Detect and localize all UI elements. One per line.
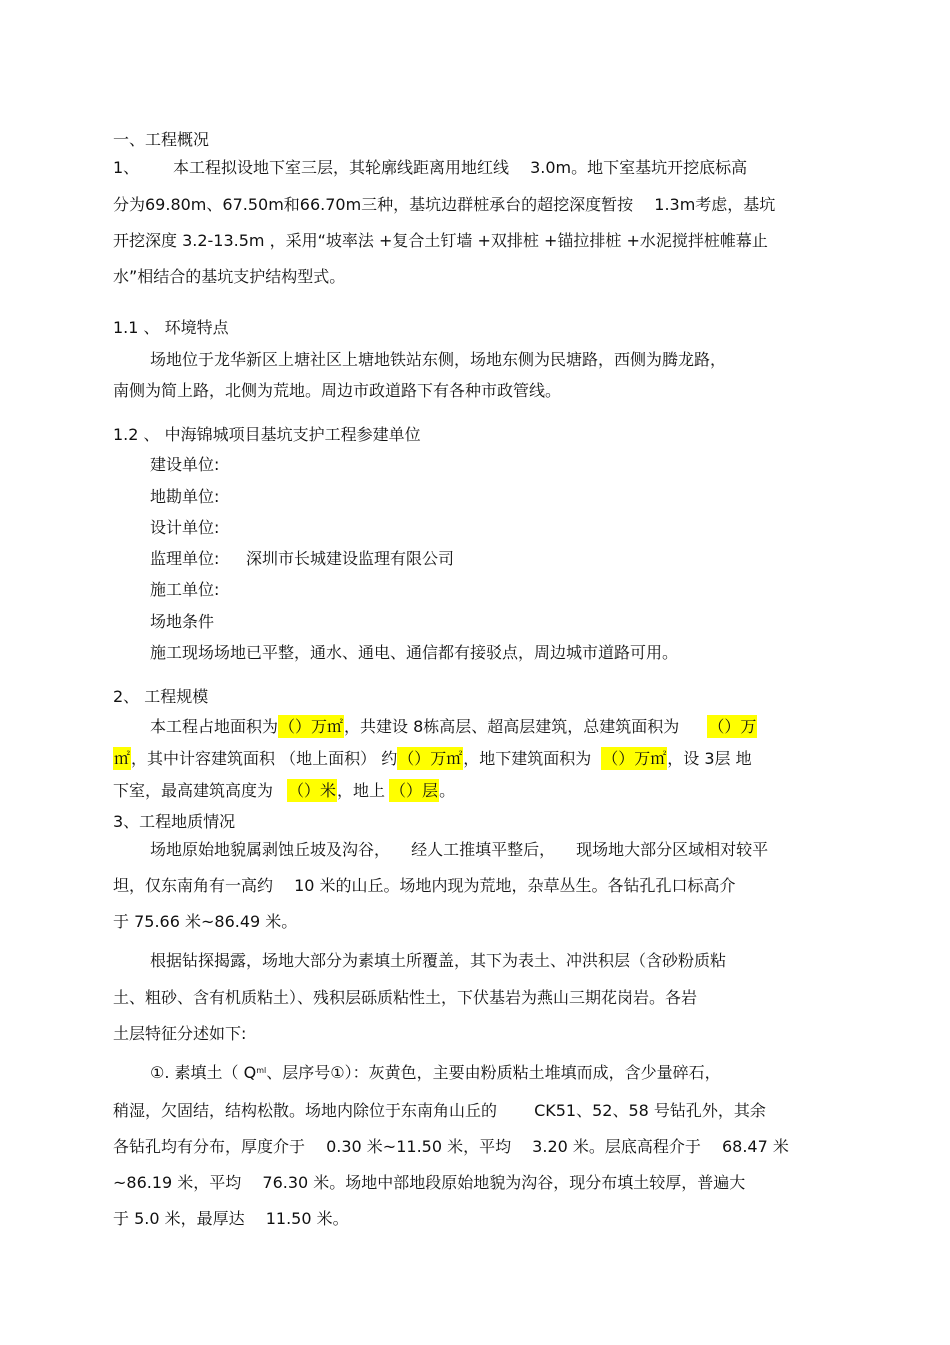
highlight-underground-area: （）万㎡ bbox=[602, 749, 667, 768]
scale-text: 下室，最高建筑高度为 bbox=[113, 781, 274, 800]
geology-p2-line1: 根据钻探揭露，场地大部分为素填土所覆盖，其下为表土、冲洪积层（含砂粉质粘 bbox=[150, 951, 727, 970]
supervisor-label: 监理单位: bbox=[150, 549, 220, 568]
scale-text: ，共建设 8栋高层、超高层建筑，总建筑面积为 bbox=[344, 717, 680, 736]
geology-p1-line3: 于 75.66 米~86.49 米。 bbox=[113, 912, 298, 931]
geology-p1-line1: 场地原始地貌属剥蚀丘坡及沟谷， 经人工推填平整后， 现场地大部分区域相对较平 bbox=[150, 840, 769, 859]
geology-p1-line2: 坦，仅东南角有一高约 10 米的山丘。场地内现为荒地，杂草丛生。各钻孔孔口标高介 bbox=[113, 876, 736, 895]
geology-p3-line3: 各钻孔均有分布，厚度介于 0.30 米~11.50 米，平均 3.20 米。层底高程介于 68.47 米 bbox=[113, 1137, 789, 1156]
para1-line3: 开挖深度 3.2-13.5m ，采用“坡率法 +复合土钉墙 +双排桩 +锚拉排桩 +水泥搅拌桩帷幕止 bbox=[113, 231, 768, 250]
builder-label: 施工单位: bbox=[150, 580, 220, 599]
section-heading-scale: 2、 工程规模 bbox=[113, 687, 209, 706]
para1-line1: 本工程拟设地下室三层，其轮廓线距离用地红线 3.0m。地下室基坑开挖底标高 bbox=[173, 158, 748, 177]
site-condition-text: 施工现场场地已平整，通水、通电、通信都有接驳点，周边城市道路可用。 bbox=[150, 643, 679, 662]
highlight-max-height: （）米 bbox=[288, 781, 337, 800]
highlight-land-area: （）万㎡ bbox=[279, 717, 344, 736]
scale-text: 。 bbox=[439, 781, 456, 800]
scale-line3 bbox=[113, 781, 455, 801]
scale-text: ，设 3层 地 bbox=[667, 749, 752, 768]
scale-text: ，地下建筑面积为 bbox=[463, 749, 592, 768]
owner-label: 建设单位: bbox=[150, 455, 220, 474]
section-heading-environment: 1.1 、 环境特点 bbox=[113, 318, 229, 337]
highlight-floors: （）层 bbox=[390, 781, 439, 800]
geology-p3-line5: 于 5.0 米，最厚达 11.50 米。 bbox=[113, 1209, 349, 1228]
para1-number: 1、 bbox=[113, 158, 140, 177]
section-heading-geology: 3、工程地质情况 bbox=[113, 812, 236, 831]
para1-line4: 水”相结合的基坑支护结构型式。 bbox=[113, 267, 346, 286]
environment-line1: 场地位于龙华新区上塘社区上塘地铁站东侧，场地东侧为民塘路，西侧为腾龙路， bbox=[150, 350, 727, 369]
scale-text: ，地上 bbox=[337, 781, 386, 800]
fill-soil-superscript: ml bbox=[256, 1066, 267, 1075]
para1-line2: 分为69.80m、67.50m和66.70m三种，基坑边群桩承台的超挖深度暂按 1.3m考虑，基坑 bbox=[113, 195, 776, 214]
site-condition-label: 场地条件 bbox=[150, 612, 215, 631]
scale-line1 bbox=[150, 717, 757, 737]
design-label: 设计单位: bbox=[150, 518, 220, 537]
section-heading-overview: 一、工程概况 bbox=[113, 130, 210, 149]
geology-p2-line3: 土层特征分述如下: bbox=[113, 1024, 247, 1043]
supervisor-value: 深圳市长城建设监理有限公司 bbox=[246, 549, 455, 568]
section-heading-participants: 1.2 、 中海锦城项目基坑支护工程参建单位 bbox=[113, 425, 421, 444]
highlight-total-area-unit: ㎡ bbox=[114, 749, 131, 768]
geology-p2-line2: 土、粗砂、含有机质粘土）、残积层砾质粘性土，下伏基岩为燕山三期花岗岩。各岩 bbox=[113, 988, 698, 1007]
geology-p3-line1 bbox=[150, 1063, 721, 1083]
scale-text: ，其中计容建筑面积 （地上面积） 约 bbox=[131, 749, 398, 768]
fill-soil-label: ①. 素填土（ Q bbox=[150, 1063, 257, 1082]
highlight-above-ground-area: （）万㎡ bbox=[398, 749, 463, 768]
environment-line2: 南侧为简上路，北侧为荒地。周边市政道路下有各种市政管线。 bbox=[113, 381, 562, 400]
scale-line2 bbox=[113, 749, 752, 769]
scale-text: 本工程占地面积为 bbox=[150, 717, 279, 736]
highlight-total-area: （）万 bbox=[708, 717, 757, 736]
fill-soil-text: 、层序号①）：灰黄色，主要由粉质粘土堆填而成，含少量碎石， bbox=[266, 1063, 721, 1082]
geology-p3-line4: ~86.19 米，平均 76.30 米。场地中部地段原始地貌为沟谷，现分布填土较厚，普遍大 bbox=[113, 1173, 746, 1192]
geology-p3-line2: 稍湿，欠固结，结构松散。场地内除位于东南角山丘的 CK51、52、58 号钻孔外，其余 bbox=[113, 1101, 766, 1120]
survey-label: 地勘单位: bbox=[150, 487, 220, 506]
